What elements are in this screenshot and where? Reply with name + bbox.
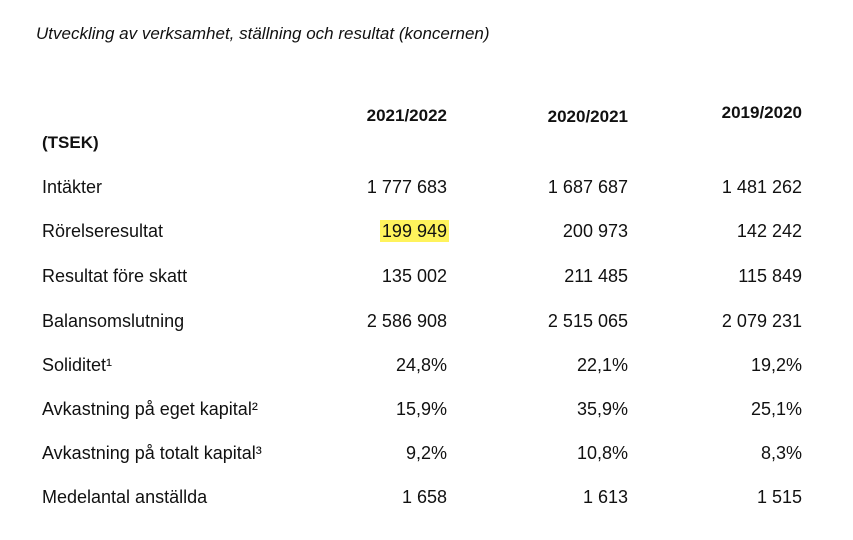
unit-label: (TSEK) <box>42 133 99 152</box>
row-label: Medelantal anställda <box>42 487 208 507</box>
cell-value: 2 586 908 <box>366 311 447 331</box>
cell-value: 15,9% <box>395 399 447 419</box>
cell-value-highlighted <box>307 221 447 242</box>
cell-value: 19,2% <box>750 355 802 375</box>
cell-value: 8,3% <box>760 443 802 463</box>
column-header-2020-2021: 2020/2021 <box>547 107 628 126</box>
row-label: Avkastning på totalt kapital³ <box>42 443 262 463</box>
cell-value: 2 515 065 <box>547 311 628 331</box>
table-row-avkastning-totalt-kapital <box>0 443 853 473</box>
table-row-intakter <box>0 177 853 207</box>
cell-value: 35,9% <box>576 399 628 419</box>
cell-value: 115 849 <box>738 266 802 286</box>
cell-value: 200 973 <box>562 221 628 241</box>
cell-value: 25,1% <box>750 399 802 419</box>
table-row-soliditet <box>0 355 853 385</box>
cell-value: 135 002 <box>381 266 447 286</box>
cell-value: 211 485 <box>564 266 628 286</box>
table-row-avkastning-eget-kapital <box>0 399 853 429</box>
cell-value: 1 687 687 <box>547 177 628 197</box>
table-row-resultat-fore-skatt <box>0 266 853 296</box>
cell-value: 9,2% <box>405 443 447 463</box>
row-label: Rörelseresultat <box>42 221 164 241</box>
cell-value: 1 613 <box>582 487 628 507</box>
cell-value: 1 658 <box>401 487 447 507</box>
cell-value: 1 515 <box>756 487 802 507</box>
row-label: Intäkter <box>42 177 103 197</box>
cell-value: 1 777 683 <box>366 177 447 197</box>
table-row-balansomslutning <box>0 311 853 341</box>
cell-value: 2 079 231 <box>721 311 802 331</box>
document-title: Utveckling av verksamhet, ställning och resultat (koncernen) <box>36 24 490 43</box>
highlight-marker: 199 949 <box>381 221 447 241</box>
table-row-medelantal-anstallda <box>0 487 853 517</box>
row-label: Resultat före skatt <box>42 266 188 286</box>
column-header-2021-2022: 2021/2022 <box>366 106 447 125</box>
cell-value: 24,8% <box>395 355 447 375</box>
row-label: Soliditet¹ <box>42 355 113 375</box>
row-label: Avkastning på eget kapital² <box>42 399 258 419</box>
cell-value: 142 242 <box>736 221 802 241</box>
cell-value: 10,8% <box>576 443 628 463</box>
row-label: Balansomslutning <box>42 311 185 331</box>
column-header-2019-2020: 2019/2020 <box>721 103 802 122</box>
cell-value: 1 481 262 <box>721 177 802 197</box>
table-row-rorelseresultat <box>0 221 853 251</box>
cell-value: 22,1% <box>576 355 628 375</box>
